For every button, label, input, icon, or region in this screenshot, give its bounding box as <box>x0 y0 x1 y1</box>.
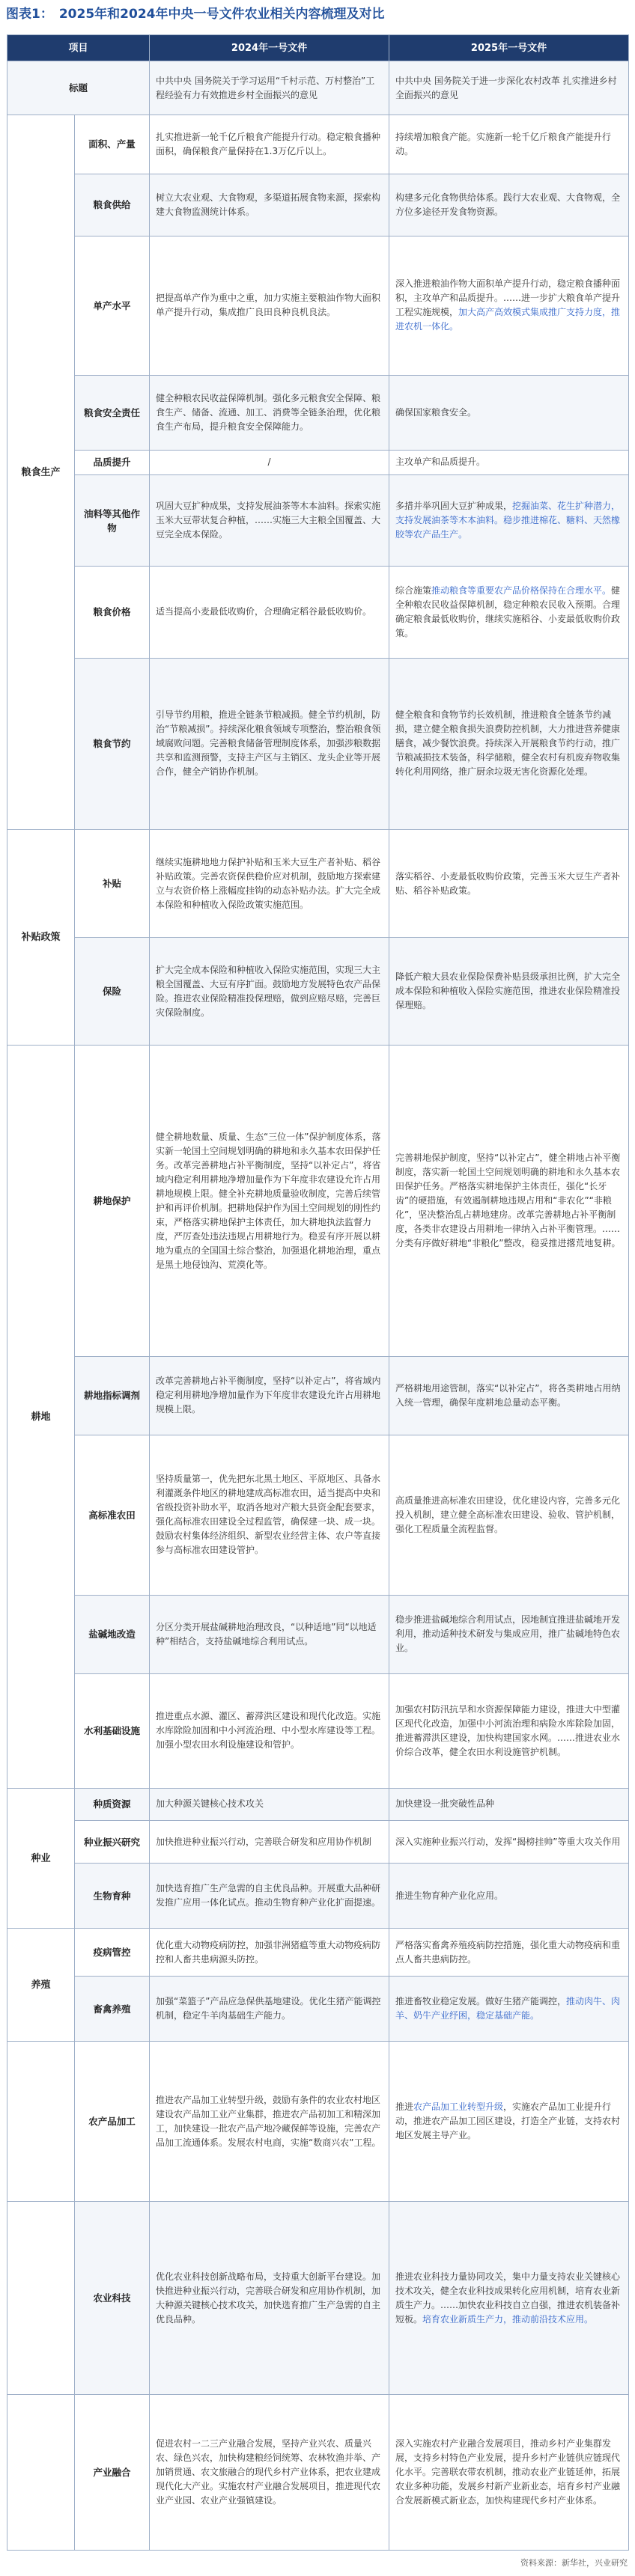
cell-2025: 严格落实畜禽养殖疫病防控措施，强化重大动物疫病和重点人畜共患病防控。 <box>389 1929 629 1976</box>
cell-2025: 主攻单产和品质提升。 <box>389 451 629 475</box>
cell-2025 <box>389 1976 629 2041</box>
row-label: 单产水平 <box>75 236 150 375</box>
cell-2024: 加快推进种业振兴行动，完善联合研发和应用协作机制 <box>150 1821 389 1864</box>
category-seed: 种业 <box>7 1788 75 1929</box>
category-subsidy: 补贴政策 <box>7 830 75 1046</box>
cell-2024: 巩固大豆扩种成果，支持发展油茶等木本油料。探索实施玉米大豆带状复合种植，……实施三大主粮全国覆盖、大豆完全成本保险。 <box>150 474 389 566</box>
cell-2025: 深入实施农村产业融合发展项目，推动乡村产业集群发展，支持乡村特色产业发展，提升乡村产业链供应链现代化水平。完善联农带农机制，推动农业产业链延伸，拓展农业多种功能，发展乡村新产业新业态，培育乡村产业融合发展新模式新业态，加快构建现代乡村产业体系。 <box>389 2395 629 2551</box>
cell-2024: 树立大农业观、大食物观，多渠道拓展食物来源，探索构建大食物监测统计体系。 <box>150 174 389 236</box>
cell-2025: 完善耕地保护制度，坚持“以补定占”，健全耕地占补平衡制度，落实新一轮国土空间规划明确的耕地和永久基本农田保护任务。严格落实耕地保护主体责任，强化“长牙齿”的硬措施，有效遏制耕地违规占用和“非农化”“非粮化”，坚决整治乱占耕地建房。改革完善耕地占补平衡制度，各类非农建设占用耕地一律纳入占补平衡管理。……分类有序做好耕地“非粮化”整改，稳妥推进撂荒地复耕。 <box>389 1046 629 1356</box>
table-row <box>7 1788 629 1821</box>
highlight-text: 加大高产高效模式集成推广支持力度，推进农机一体化。 <box>395 307 621 332</box>
row-label: 产业融合 <box>75 2395 150 2551</box>
cell-2025 <box>389 567 629 658</box>
row-label: 标题 <box>7 61 150 115</box>
table-row <box>7 1864 629 1929</box>
cell-text: 多措并举巩固大豆扩种成果， <box>395 501 513 511</box>
cell-2025 <box>389 474 629 566</box>
source-note: 资料来源：新华社，兴业研究 <box>520 2558 628 2568</box>
table-row <box>7 2202 629 2395</box>
highlight-text: 推动粮食等重要农产品价格保持在合理水平。 <box>431 585 612 596</box>
cell-2025 <box>389 2202 629 2395</box>
cell-2024: 扩大完全成本保险和种植收入保险实施范围，实现三大主粮全国覆盖、大豆有序扩面。鼓励地方发展特色农产品保险。推进农业保险精准投保理赔，做到应赔尽赔，完善巨灾保险制度。 <box>150 938 389 1046</box>
row-label: 耕地指标调剂 <box>75 1356 150 1435</box>
cell-2024: 引导节约用粮，推进全链条节粮减损。健全节约机制，防治“节粮减损”。持续深化粮食领域专项整治，整治粮食领域腐败问题。完善粮食储备管理制度体系，加强涉粮数据共享和监测预警，支持主产区与主销区、龙头企业等开展合作，健全产销协作机制。 <box>150 658 389 829</box>
table-row <box>7 474 629 566</box>
row-label: 耕地保护 <box>75 1046 150 1356</box>
cell-2024: 继续实施耕地地力保护补贴和玉米大豆生产者补贴、稻谷补贴政策。完善农资保供稳价应对机制，鼓励地方探索建立与农资价格上涨幅度挂钩的动态补贴办法。扩大完全成本保险和种植收入保险政策实施范围。 <box>150 830 389 938</box>
cell-text: 健全种粮农民收益保障机制，稳定种粮农民收入预期。合理确定粮食最低收购价，继续实施稻谷、小麦最低收购价政策。 <box>395 585 621 638</box>
row-label: 油料等其他作物 <box>75 474 150 566</box>
table-row <box>7 1929 629 1976</box>
cell-2025: 中共中央 国务院关于进一步深化农村改革 扎实推进乡村全面振兴的意见 <box>389 61 629 115</box>
table-row <box>7 1976 629 2041</box>
row-label: 保险 <box>75 938 150 1046</box>
row-label: 面积、产量 <box>75 115 150 174</box>
header-item: 项目 <box>7 35 150 61</box>
row-label: 补贴 <box>75 830 150 938</box>
table-row <box>7 2395 629 2551</box>
table-row <box>7 1821 629 1864</box>
table-row <box>7 830 629 938</box>
cell-2024: 加强“菜篮子”产品应急保供基地建设。优化生猪产能调控机制，稳定牛羊肉基础生产能力。 <box>150 1976 389 2041</box>
table-row <box>7 2042 629 2202</box>
cell-text: ，实施农产品加工业提升行动，推进农产品加工园区建设，打造全产业链，支持农村地区发展主导产业。 <box>395 2102 621 2141</box>
table-row <box>7 1673 629 1788</box>
cell-2025: 降低产粮大县农业保险保费补贴县级承担比例，扩大完全成本保险和种植收入保险实施范围，推进农业保险精准投保理赔。 <box>389 938 629 1046</box>
table-row <box>7 1595 629 1673</box>
cell-text: 深入推进粮油作物大面积单产提升行动，稳定粮食播种面积，主攻单产和品质提升。……进一步扩大粮食单产提升工程实施规模， <box>395 278 621 318</box>
cell-2024: 适当提高小麦最低收购价，合理确定稻谷最低收购价。 <box>150 567 389 658</box>
row-label: 疫病管控 <box>75 1929 150 1976</box>
category-land: 耕地 <box>7 1046 75 1788</box>
cell-2025: 加快建设一批突破性品种 <box>389 1788 629 1821</box>
row-label: 高标准农田 <box>75 1435 150 1595</box>
highlight-text: 推动肉牛、肉羊、奶牛产业纾困，稳定基础产能。 <box>395 1996 621 2021</box>
cell-2025: 高质量推进高标准农田建设，优化建设内容，完善多元化投入机制，建立健全高标准农田建设、验收、管护机制，强化工程质量全流程监督。 <box>389 1435 629 1595</box>
cell-2025: 加强农村防汛抗旱和水资源保障能力建设，推进大中型灌区现代化改造，加强中小河流治理和病险水库除险加固，推进蓄滞洪区建设，加快构建国家水网。……推进农业水价综合改革，健全农田水利设施管护机制。 <box>389 1673 629 1788</box>
table-row <box>7 938 629 1046</box>
cell-2024: 加大种源关键核心技术攻关 <box>150 1788 389 1821</box>
category-empty <box>7 2202 75 2395</box>
cell-2025 <box>389 2042 629 2202</box>
cell-2024: 促进农村一二三产业融合发展，坚持产业兴农、质量兴农、绿色兴农，加快构建粮经饲统筹、农林牧渔并举、产加销贯通、农文旅融合的现代乡村产业体系，把农业建成现代化大产业。实施农村产业融合发展项目，推进现代农业产业园、农业产业强镇建设。 <box>150 2395 389 2551</box>
header-2025: 2025年一号文件 <box>389 35 629 61</box>
row-label: 粮食价格 <box>75 567 150 658</box>
figure-title-text: 2025年和2024年中央一号文件农业相关内容梳理及对比 <box>58 7 385 22</box>
cell-2025: 推进生物育种产业化应用。 <box>389 1864 629 1929</box>
cell-2024: 推进重点水源、灌区、蓄滞洪区建设和现代化改造。实施水库除险加固和中小河流治理、中小型水库建设等工程。加强小型农田水利设施建设和管护。 <box>150 1673 389 1788</box>
cell-2024: 优化重大动物疫病防控，加强非洲猪瘟等重大动物疫病防控和人畜共患病源头防控。 <box>150 1929 389 1976</box>
comparison-table <box>7 34 629 2551</box>
category-empty <box>7 2395 75 2551</box>
row-label: 粮食供给 <box>75 174 150 236</box>
cell-2024: 改革完善耕地占补平衡制度，坚持“以补定占”，将省域内稳定利用耕地净增加量作为下年度非农建设允许占用耕地规模上限。 <box>150 1356 389 1435</box>
highlight-text: 农产品加工业转型升级 <box>413 2102 504 2113</box>
highlight-text: 挖掘油菜、花生扩种潜力，支持发展油茶等木本油料。稳步推进棉花、糖料、天然橡胶等农产品生产。 <box>395 501 621 540</box>
cell-2024: 扎实推进新一轮千亿斤粮食产能提升行动。稳定粮食播种面积，确保粮食产量保持在1.3万亿斤以上。 <box>150 115 389 174</box>
cell-text: 培育农业新质生产力。……加快农业科技自立自强，推进农机装备补短板。 <box>395 2285 621 2325</box>
cell-2025 <box>389 236 629 375</box>
cell-2024: 中共中央 国务院关于学习运用“千村示范、万村整治”工程经验有力有效推进乡村全面振兴的意见 <box>150 61 389 115</box>
category-empty <box>7 2042 75 2202</box>
cell-2024: 优化农业科技创新战略布局，支持重大创新平台建设。加快推进种业振兴行动，完善联合研发和应用协作机制，加大种源关键核心技术攻关，加快选育推广生产急需的自主优良品种。 <box>150 2202 389 2395</box>
category-breeding: 养殖 <box>7 1929 75 2042</box>
table-row <box>7 1356 629 1435</box>
table-row <box>7 1435 629 1595</box>
cell-text: 推进 <box>395 2102 414 2113</box>
row-label: 粮食节约 <box>75 658 150 829</box>
cell-2025: 确保国家粮食安全。 <box>389 375 629 451</box>
cell-2025: 持续增加粮食产能。实施新一轮千亿斤粮食产能提升行动。 <box>389 115 629 174</box>
cell-text: 推进畜牧业稳定发展。做好生猪产能调控， <box>395 1996 567 2007</box>
table-row <box>7 658 629 829</box>
table-row <box>7 115 629 174</box>
cell-2024: 加快选育推广生产急需的自主优良品种。开展重大品种研发推广应用一体化试点。推动生物育种产业化扩面提速。 <box>150 1864 389 1929</box>
figure-label: 图表1： <box>6 7 53 22</box>
cell-2025: 落实稻谷、小麦最低收购价政策，完善玉米大豆生产者补贴、稻谷补贴政策。 <box>389 830 629 938</box>
row-label: 品质提升 <box>75 451 150 475</box>
table-row <box>7 174 629 236</box>
row-label: 种业振兴研究 <box>75 1821 150 1864</box>
table-row <box>7 1046 629 1356</box>
header-2024: 2024年一号文件 <box>150 35 389 61</box>
cell-2025: 健全粮食和食物节约长效机制，推进粮食全链条节约减损，建立健全粮食损失浪费防控机制，大力推进营养健康膳食，减少餐饮浪费。持续深入开展粮食节约行动，推广节粮减损技术装备，科学储粮，健全农村有机废弃物收集转化利用网络，推广厨余垃圾无害化资源化处理。 <box>389 658 629 829</box>
cell-2025: 严格耕地用途管制，落实“以补定占”，将各类耕地占用纳入统一管理，确保年度耕地总量动态平衡。 <box>389 1356 629 1435</box>
row-label: 水利基础设施 <box>75 1673 150 1788</box>
row-label: 盐碱地改造 <box>75 1595 150 1673</box>
cell-2024: 分区分类开展盐碱耕地治理改良，“以种适地”同“以地适种”相结合，支持盐碱地综合利用试点。 <box>150 1595 389 1673</box>
table-row <box>7 375 629 451</box>
row-label: 种质资源 <box>75 1788 150 1821</box>
cell-2024: 健全种粮农民收益保障机制。强化多元粮食安全保障、粮食生产、储备、流通、加工、消费等全链条治理，优化粮食生产布局，提升粮食安全保障能力。 <box>150 375 389 451</box>
cell-2024: 坚持质量第一，优先把东北黑土地区、平原地区、具备水利灌溉条件地区的耕地建成高标准农田，适当提高中央和省级投资补助水平，取消各地对产粮大县资金配套要求，强化高标准农田建设全过程监管，确保建一块、成一块。鼓励农村集体经济组织、新型农业经营主体、农户等直接参与高标准农田建设管护。 <box>150 1435 389 1595</box>
cell-2024: 把提高单产作为重中之重，加力实施主要粮油作物大面积单产提升行动，集成推广良田良种良机良法。 <box>150 236 389 375</box>
table-row <box>7 567 629 658</box>
cell-2024: 健全耕地数量、质量、生态“三位一体”保护制度体系，落实新一轮国土空间规划明确的耕地和永久基本农田保护任务。改革完善耕地占补平衡制度，坚持“以补定占”，将省域内稳定利用耕地净增加量作为下年度非农建设允许占用耕地规模上限。健全补充耕地质量验收制度，完善后续管护和再评价机制。把耕地保护作为国土空间规划的刚性约束，严格落实耕地保护主体责任，加大耕地执法监督力度，严厉查处违法违规占用耕地行为。稳妥有序开展以耕地为重点的全国国土综合整治，加强退化耕地治理，重点是黑土地侵蚀沟、荒漠化等。 <box>150 1046 389 1356</box>
table-row <box>7 236 629 375</box>
cell-2025: 构建多元化食物供给体系。践行大农业观、大食物观，全方位多途径开发食物资源。 <box>389 174 629 236</box>
table-header-row <box>7 35 629 61</box>
cell-2024: / <box>150 451 389 475</box>
row-label: 农业科技 <box>75 2202 150 2395</box>
table-row <box>7 61 629 115</box>
cell-2025: 深入实施种业振兴行动，发挥“揭榜挂帅”等重大攻关作用 <box>389 1821 629 1864</box>
category-grain: 粮食生产 <box>7 115 75 830</box>
row-label: 畜禽养殖 <box>75 1976 150 2041</box>
row-label: 粮食安全责任 <box>75 375 150 451</box>
cell-2025: 稳步推进盐碱地综合利用试点，因地制宜推进盐碱地开发利用，推动适种技术研发与集成应用，推广盐碱地特色农业。 <box>389 1595 629 1673</box>
figure-title <box>6 4 629 24</box>
row-label: 农产品加工 <box>75 2042 150 2202</box>
cell-text: 推进农业科技力量协同攻关，集中力量支持农业关键核心技术攻关，健全农业科技成果转化应用机制， <box>395 2271 621 2296</box>
cell-2024: 推进农产品加工业转型升级，鼓励有条件的农业农村地区建设农产品加工业产业集群，推进农产品初加工和精深加工，加快建设一批农产品产地冷藏保鲜等设施，完善农产品加工流通体系。发展农村电商，实施“数商兴农”工程。 <box>150 2042 389 2202</box>
table-row <box>7 451 629 475</box>
cell-text: 综合施策 <box>395 585 432 596</box>
highlight-text: 培育农业新质生产力，推动前沿技术应用。 <box>422 2313 594 2325</box>
row-label: 生物育种 <box>75 1864 150 1929</box>
